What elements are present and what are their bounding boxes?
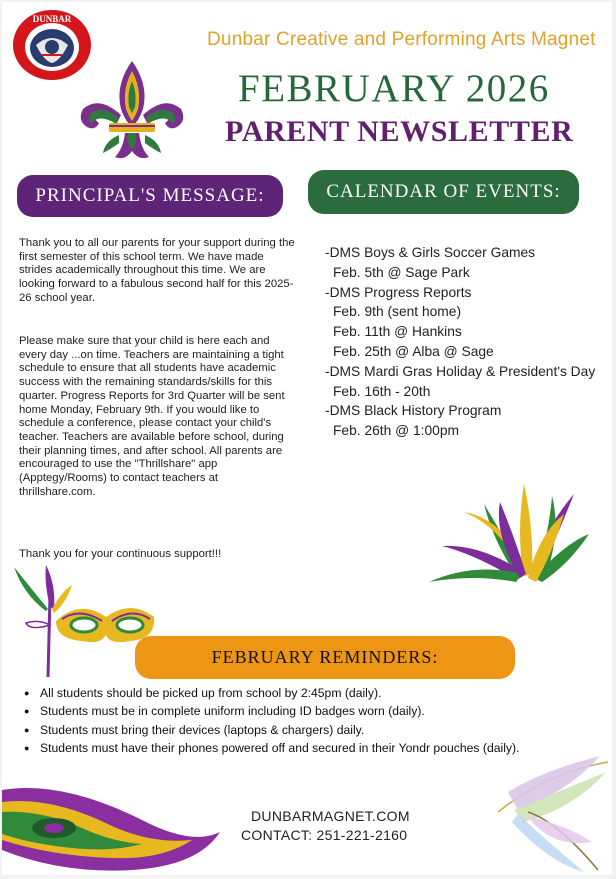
reminder-item: ● Students must be in complete uniform including ID badges worn (daily). [24,702,519,720]
event-date: Feb. 26th @ 1:00pm [333,423,459,439]
fleur-de-lis-icon [75,57,189,167]
event-date: Feb. 11th @ Hankins [333,324,462,340]
reminder-item: ● Students must bring their devices (laptops & chargers) daily. [24,721,519,739]
reminders-list [24,684,519,758]
principal-closing: Thank you for your continuous support!!! [19,548,222,560]
peacock-feather-left [2,770,222,875]
event-date: Feb. 16th - 20th [333,383,431,399]
newsletter-page [2,2,612,875]
footer-website: DUNBARMAGNET.COM [251,808,410,824]
reminder-item: ● All students should be picked up from school by 2:45pm (daily). [24,684,519,702]
event-date: Feb. 25th @ Alba @ Sage [333,343,494,359]
principal-paragraph: Please make sure that your child is here each and every day ...on time. Teachers are maintaining a tight schedule to ensure that all students have academic success with the remaining standards/skills for this quarter. Progress Reports for 3rd Quarter will be sent home Monday, February 9th. If you would like to schedule a conference, please contact your child's teacher. Teachers are available before school, during their planning times, and after school. All parents are encouraged to use the "Thrillshare" app (Apptegy/Rooms) to contact teachers at thrillshare.com. [19,335,285,498]
footer-contact: CONTACT: 251-221-2160 [241,827,408,843]
event-title: -DMS Progress Reports [325,284,472,300]
month-title: FEBRUARY 2026 [238,67,550,110]
reminders-heading: FEBRUARY REMINDERS: [135,636,515,679]
event-title: -DMS Black History Program [325,403,502,419]
event-title: -DMS Boys & Girls Soccer Games [325,245,536,260]
mardi-gras-feathers [424,474,594,589]
calendar-heading: CALENDAR OF EVENTS: [308,170,579,214]
logo-text: DUNBAR [32,14,72,24]
event-date: Feb. 9th (sent home) [333,304,462,320]
principal-message-heading: PRINCIPAL'S MESSAGE: [17,175,283,217]
event-date: Feb. 5th @ Sage Park [333,264,470,280]
reminder-item: ● Students must have their phones powered off and secured in their Yondr pouches (daily). [24,739,519,757]
principal-paragraph: Thank you to all our parents for your support during the first semester of this school term. We have made strides academically throughout this time. We are looking forward to a fabulous second half for this 2025-26 school year. [19,237,295,304]
calendar-list [325,243,595,441]
event-title: -DMS Mardi Gras Holiday & President's Day [325,363,596,379]
newsletter-title: PARENT NEWSLETTER [225,115,574,148]
feather-right [488,752,612,875]
school-name: Dunbar Creative and Performing Arts Magnet [207,29,596,50]
